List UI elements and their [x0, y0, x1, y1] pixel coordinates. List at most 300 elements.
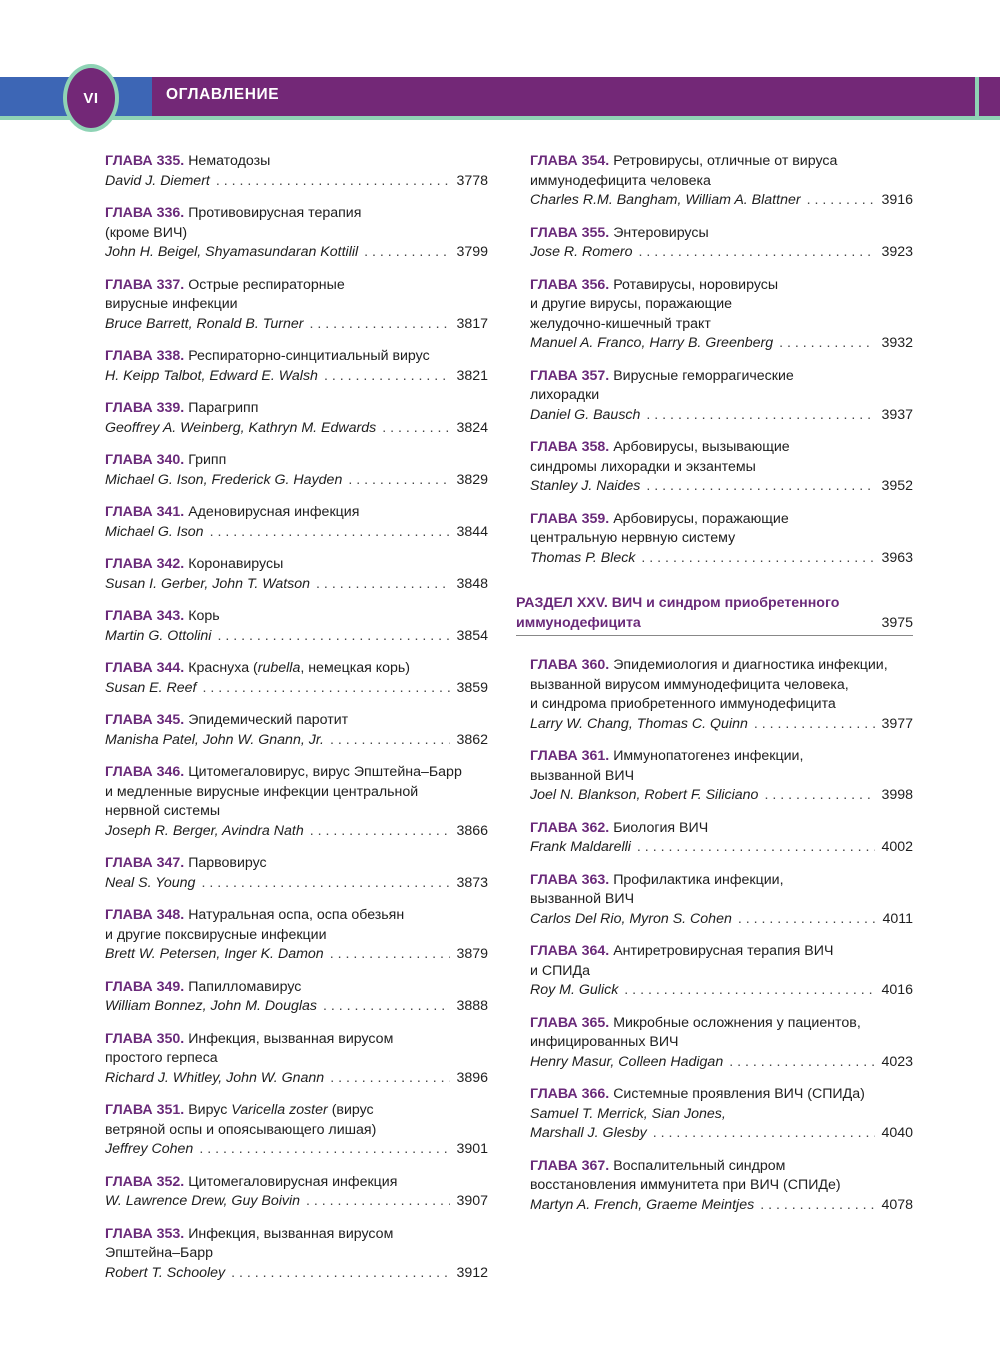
toc-entry[interactable]	[530, 276, 913, 354]
chapter-authors: Roy M. Gulick	[530, 982, 619, 998]
chapter-title-line	[530, 942, 913, 962]
chapter-authors: William Bonnez, John M. Douglas	[105, 998, 317, 1014]
chapter-title-line	[530, 1014, 913, 1034]
chapter-title-line	[530, 295, 913, 315]
chapter-page: 4016	[881, 982, 913, 998]
chapter-title-line	[105, 926, 488, 946]
chapter-page: 3932	[881, 335, 913, 351]
chapter-title: ветряной оспы и опоясывающего лишая)	[105, 1121, 377, 1138]
dot-leader	[199, 1140, 450, 1160]
chapter-title: Корь	[188, 608, 220, 624]
chapter-number: ГЛАВА 352.	[105, 1173, 185, 1190]
chapter-page: 3952	[881, 478, 913, 494]
chapter-title-line	[530, 871, 913, 891]
chapter-title: Эпидемиология и диагностика инфекции,	[613, 657, 888, 673]
toc-entry[interactable]	[105, 711, 488, 750]
author-page-row	[530, 1124, 913, 1144]
author-page-row	[530, 1196, 913, 1216]
chapter-title: и медленные вирусные инфекции центральной	[105, 783, 419, 800]
chapter-title-line	[105, 763, 488, 783]
chapter-page: 3859	[456, 679, 488, 696]
chapter-title: Системные проявления ВИЧ (СПИДа)	[613, 1086, 865, 1102]
chapter-title-line	[105, 204, 488, 224]
chapter-title-line	[530, 767, 913, 787]
chapter-title: Респираторно-синцитиальный вирус	[188, 348, 430, 364]
chapter-number: ГЛАВА 362.	[530, 819, 610, 836]
author-page-row	[530, 786, 913, 806]
toc-entry[interactable]	[530, 1085, 913, 1144]
author-page-row	[530, 191, 913, 211]
author-page-row	[105, 575, 488, 595]
chapter-page: 3821	[456, 367, 488, 384]
chapter-page: 3844	[456, 523, 488, 540]
chapter-title: Биология ВИЧ	[613, 819, 709, 836]
chapter-number: ГЛАВА 339.	[105, 400, 185, 416]
chapter-authors: Robert T. Schooley	[105, 1264, 226, 1281]
chapter-number: ГЛАВА 347.	[105, 855, 185, 871]
author-page-row	[105, 945, 488, 965]
chapter-title-line	[105, 783, 488, 803]
chapter-number: ГЛАВА 358.	[530, 439, 610, 455]
chapter-page: 3998	[881, 787, 913, 803]
chapter-authors: Stanley J. Naides	[530, 478, 641, 494]
chapter-title: Цитомегаловирусная инфекция	[188, 1173, 398, 1190]
chapter-title-line	[105, 854, 488, 874]
author-page-row	[105, 1264, 488, 1284]
chapter-title: и другие вирусы, поражающие	[530, 296, 733, 312]
chapter-title: вызванной вирусом иммунодефицита человека,	[530, 676, 849, 693]
toc-entry[interactable]	[105, 399, 488, 438]
toc-entry[interactable]	[530, 1014, 913, 1073]
chapter-title: Ретровирусы, отличные от вируса	[613, 153, 838, 169]
chapter-title-line	[105, 276, 488, 296]
chapter-number: ГЛАВА 344.	[105, 660, 185, 676]
chapter-title: вирусные инфекции	[105, 296, 238, 312]
chapter-title: Грипп	[188, 452, 227, 468]
chapter-page: 4040	[881, 1125, 913, 1141]
chapter-title: лихорадки	[530, 387, 600, 403]
chapter-authors-line: Samuel T. Merrick, Sian Jones,	[530, 1105, 726, 1122]
chapter-authors: H. Keipp Talbot, Edward E. Walsh	[105, 367, 318, 384]
chapter-page: 3977	[881, 715, 913, 732]
chapter-authors: Daniel G. Bausch	[530, 406, 641, 423]
chapter-title-line	[530, 890, 913, 910]
chapter-title-line	[530, 438, 913, 458]
chapter-title-line	[530, 962, 913, 982]
dot-leader	[231, 1264, 450, 1284]
chapter-title: Парвовирус	[188, 855, 267, 871]
toc-entry[interactable]	[530, 224, 913, 263]
toc-entry[interactable]	[530, 510, 913, 569]
page-number-badge	[63, 64, 119, 132]
author-page-row	[105, 367, 488, 387]
chapter-title-line	[530, 819, 913, 839]
chapter-authors: Carlos Del Rio, Myron S. Cohen	[530, 910, 732, 927]
chapter-authors: Jose R. Romero	[530, 244, 633, 260]
author-page-row	[105, 315, 488, 335]
chapter-title-line	[105, 451, 488, 471]
author-page-row	[530, 1053, 913, 1073]
chapter-title: Энтеровирусы	[613, 224, 709, 241]
toc-entry[interactable]	[105, 1173, 488, 1212]
chapter-authors: Joel N. Blankson, Robert F. Siliciano	[530, 787, 759, 803]
dot-leader	[754, 715, 876, 735]
author-page-row	[530, 910, 913, 930]
chapter-title: желудочно-кишечный тракт	[530, 315, 711, 332]
dot-leader	[646, 477, 875, 497]
chapter-title-line	[105, 347, 488, 367]
chapter-title-line	[530, 458, 913, 478]
chapter-authors: Brett W. Petersen, Inger K. Damon	[105, 946, 324, 962]
chapter-title: иммунодефицита человека	[530, 172, 711, 189]
chapter-number: ГЛАВА 343.	[105, 608, 185, 624]
toc-entry[interactable]	[105, 906, 488, 965]
chapter-number: ГЛАВА 363.	[530, 871, 610, 888]
toc-entry[interactable]	[105, 607, 488, 646]
toc-left-column	[105, 152, 488, 1296]
section-page: 3975	[881, 614, 913, 631]
section-heading[interactable]	[516, 594, 913, 636]
toc-entry[interactable]	[530, 819, 913, 858]
chapter-title-line	[105, 711, 488, 731]
chapter-authors: Geoffrey A. Weinberg, Kathryn M. Edwards	[105, 419, 377, 436]
chapter-page: 3799	[456, 244, 488, 260]
chapter-title: вызванной ВИЧ	[530, 891, 635, 907]
chapter-title-line	[105, 152, 488, 172]
toc-entry[interactable]	[530, 656, 913, 734]
author-page-row	[105, 471, 488, 491]
dot-leader	[639, 243, 876, 263]
chapter-title-line	[530, 172, 913, 192]
chapter-page: 3862	[456, 731, 488, 748]
chapter-title-line	[105, 1173, 488, 1193]
dot-leader	[330, 945, 451, 965]
chapter-title-line	[105, 224, 488, 244]
chapter-title-line	[105, 503, 488, 523]
author-page-row	[530, 838, 913, 858]
toc-entry[interactable]	[105, 978, 488, 1017]
toc-entry[interactable]	[105, 854, 488, 893]
chapter-page: 3901	[456, 1141, 488, 1157]
chapter-number: ГЛАВА 335.	[105, 153, 185, 169]
dot-leader	[646, 406, 875, 426]
toc-entry[interactable]	[530, 152, 913, 211]
chapter-page: 3912	[456, 1264, 488, 1281]
chapter-title-line	[530, 386, 913, 406]
dot-leader	[779, 334, 875, 354]
chapter-title-line	[530, 747, 913, 767]
dot-leader	[201, 874, 450, 894]
dot-leader	[624, 981, 875, 1001]
chapter-title: восстановления иммунитета при ВИЧ (СПИДе)	[530, 1177, 841, 1193]
chapter-title-line	[530, 276, 913, 296]
chapter-number: ГЛАВА 364.	[530, 943, 610, 959]
chapter-title: Папилломавирус	[188, 978, 302, 995]
chapter-title: и СПИДа	[530, 962, 591, 979]
chapter-number: ГЛАВА 355.	[530, 224, 610, 241]
toc-entry[interactable]	[105, 555, 488, 594]
chapter-number: ГЛАВА 359.	[530, 510, 610, 527]
chapter-authors: Larry W. Chang, Thomas C. Quinn	[530, 715, 748, 732]
chapter-number: ГЛАВА 356.	[530, 276, 610, 293]
dot-leader	[653, 1124, 876, 1144]
dot-leader	[330, 731, 450, 751]
author-page-row	[105, 243, 488, 263]
section-label-line1: РАЗДЕЛ XXV. ВИЧ и синдром приобретенного	[516, 595, 840, 611]
toc-entry[interactable]	[530, 438, 913, 497]
chapter-authors: Henry Masur, Colleen Hadigan	[530, 1053, 724, 1070]
author-page-row	[105, 1192, 488, 1212]
chapter-title: Арбовирусы, поражающие	[613, 510, 789, 527]
toc-entry[interactable]	[105, 451, 488, 490]
chapter-title: Краснуха (rubella, немецкая корь)	[188, 660, 411, 676]
chapter-page: 3817	[456, 315, 488, 332]
toc-entry[interactable]	[105, 276, 488, 335]
header-band-edge	[979, 77, 1000, 119]
toc-entry[interactable]	[105, 1030, 488, 1089]
chapter-authors: Jeffrey Cohen	[105, 1141, 194, 1157]
author-page-row	[105, 731, 488, 751]
header-divider	[975, 77, 979, 120]
chapter-authors: W. Lawrence Drew, Guy Boivin	[105, 1193, 301, 1209]
dot-leader	[330, 1069, 450, 1089]
chapter-number: ГЛАВА 357.	[530, 367, 610, 384]
chapter-authors: Thomas P. Bleck	[530, 549, 636, 566]
page-number: VI	[83, 89, 99, 107]
dot-leader	[729, 1053, 875, 1073]
author-page-row	[530, 334, 913, 354]
dot-leader	[738, 910, 877, 930]
chapter-title-line	[105, 906, 488, 926]
chapter-title: нервной системы	[105, 803, 221, 819]
author-page-row	[530, 477, 913, 497]
toc-right-column-bottom	[530, 656, 913, 1228]
toc-entry[interactable]	[530, 367, 913, 426]
chapter-authors: Manuel A. Franco, Harry B. Greenberg	[530, 335, 774, 351]
chapter-page: 3866	[456, 822, 488, 839]
dot-leader	[324, 367, 451, 387]
chapter-authors: Susan I. Gerber, John T. Watson	[105, 575, 311, 592]
chapter-title-line	[530, 510, 913, 530]
chapter-title: Эпидемический паротит	[188, 712, 349, 728]
chapter-title-line	[105, 1225, 488, 1245]
dot-leader	[210, 523, 451, 543]
toc-entry[interactable]	[530, 871, 913, 930]
author-page-row	[530, 406, 913, 426]
toc-entry[interactable]	[105, 763, 488, 841]
author-page-row	[530, 243, 913, 263]
chapter-title-line	[530, 695, 913, 715]
chapter-title: Воспалительный синдром	[613, 1157, 786, 1174]
chapter-number: ГЛАВА 360.	[530, 657, 610, 673]
dot-leader	[316, 575, 450, 595]
chapter-authors: Frank Maldarelli	[530, 839, 631, 855]
chapter-title-line	[105, 1030, 488, 1050]
chapter-authors: John H. Beigel, Shyamasundaran Kottilil	[105, 244, 359, 260]
chapter-page: 3829	[456, 471, 488, 488]
chapter-number: ГЛАВА 338.	[105, 348, 185, 364]
chapter-authors: David J. Diemert	[105, 172, 210, 189]
chapter-page: 3963	[881, 549, 913, 566]
toc-entry[interactable]	[105, 347, 488, 386]
dot-leader	[306, 1192, 450, 1212]
chapter-title: Ротавирусы, норовирусы	[613, 276, 779, 293]
chapter-number: ГЛАВА 346.	[105, 764, 185, 780]
chapter-title: Противовирусная терапия	[188, 205, 362, 221]
toc-entry[interactable]	[530, 747, 913, 806]
author-page-row	[530, 981, 913, 1001]
toc-entry[interactable]	[105, 503, 488, 542]
chapter-number: ГЛАВА 367.	[530, 1157, 610, 1174]
chapter-page: 3854	[456, 627, 488, 644]
chapter-title-line	[530, 676, 913, 696]
dot-leader	[760, 1196, 875, 1216]
chapter-title-line	[105, 1049, 488, 1069]
dot-leader	[641, 549, 875, 569]
chapter-title-line	[530, 529, 913, 549]
chapter-page: 4078	[881, 1196, 913, 1213]
chapter-page: 4011	[882, 910, 913, 927]
chapter-title-line	[530, 152, 913, 172]
chapter-title: Цитомегаловирус, вирус Эпштейна–Барр	[188, 764, 462, 780]
dot-leader	[637, 838, 876, 858]
chapter-number: ГЛАВА 354.	[530, 153, 610, 169]
dot-leader	[217, 627, 450, 647]
chapter-number: ГЛАВА 341.	[105, 504, 185, 520]
chapter-title: простого герпеса	[105, 1050, 218, 1066]
chapter-number: ГЛАВА 361.	[530, 748, 610, 764]
dot-leader	[364, 243, 450, 263]
chapter-number: ГЛАВА 353.	[105, 1225, 185, 1242]
chapter-authors: Marshall J. Glesby	[530, 1125, 647, 1141]
chapter-authors: Michael G. Ison	[105, 523, 204, 540]
toc-entry[interactable]	[105, 152, 488, 191]
author-page-row	[105, 679, 488, 699]
chapter-authors: Manisha Patel, John W. Gnann, Jr.	[105, 731, 324, 748]
chapter-page: 4002	[881, 839, 913, 855]
chapter-title: Эпштейна–Барр	[105, 1245, 214, 1261]
chapter-title: Нематодозы	[188, 153, 271, 169]
chapter-page: 3848	[456, 575, 488, 592]
chapter-title: Инфекция, вызванная вирусом	[188, 1225, 394, 1242]
chapter-title-line	[530, 1176, 913, 1196]
chapter-title-line	[105, 1101, 488, 1121]
chapter-title: Натуральная оспа, оспа обезьян	[188, 907, 405, 923]
chapter-number: ГЛАВА 340.	[105, 452, 185, 468]
section-label-line2: иммунодефицита	[516, 614, 641, 631]
chapter-title: и синдрома приобретенного иммунодефицита	[530, 696, 836, 712]
chapter-authors: Charles R.M. Bangham, William A. Blattner	[530, 192, 801, 208]
chapter-title: (кроме ВИЧ)	[105, 224, 188, 241]
chapter-title: Коронавирусы	[188, 556, 284, 572]
author-page-row	[530, 715, 913, 735]
header-underline	[0, 116, 1000, 120]
chapter-authors: Martin G. Ottolini	[105, 627, 212, 644]
chapter-title-line	[105, 978, 488, 998]
chapter-title-line	[105, 399, 488, 419]
chapter-title: Арбовирусы, вызывающие	[613, 439, 790, 455]
chapter-page: 3778	[456, 172, 488, 189]
toc-entry[interactable]	[105, 1101, 488, 1160]
toc-entry[interactable]	[530, 1157, 913, 1216]
chapter-title-line	[105, 1244, 488, 1264]
author-page-row	[105, 627, 488, 647]
chapter-number: ГЛАВА 345.	[105, 712, 185, 728]
chapter-authors: Bruce Barrett, Ronald B. Turner	[105, 315, 304, 332]
author-page-row	[105, 874, 488, 894]
author-page-row	[105, 172, 488, 192]
author-page-row	[105, 997, 488, 1017]
chapter-title: Острые респираторные	[188, 276, 345, 293]
chapter-page: 3923	[881, 244, 913, 260]
chapter-title-line	[530, 1085, 913, 1105]
chapter-title-line	[105, 555, 488, 575]
chapter-title-line	[105, 802, 488, 822]
chapter-title: Иммунопатогенез инфекции,	[613, 748, 804, 764]
chapter-authors: Neal S. Young	[105, 874, 196, 891]
chapter-page: 3937	[881, 406, 913, 423]
author-page-row	[530, 549, 913, 569]
author-page-row	[105, 822, 488, 842]
toc-entry[interactable]	[105, 659, 488, 698]
chapter-title: Микробные осложнения у пациентов,	[613, 1014, 861, 1031]
chapter-page: 4023	[881, 1053, 913, 1070]
chapter-page: 3824	[456, 419, 488, 436]
chapter-title: Инфекция, вызванная вирусом	[188, 1030, 394, 1047]
chapter-title: Антиретровирусная терапия ВИЧ	[613, 943, 834, 959]
toc-entry[interactable]	[105, 204, 488, 263]
toc-entry[interactable]	[105, 1225, 488, 1284]
chapter-page: 3916	[881, 192, 913, 208]
dot-leader	[309, 315, 450, 335]
chapter-number: ГЛАВА 337.	[105, 276, 185, 293]
chapter-title-line	[105, 295, 488, 315]
toc-entry[interactable]	[530, 942, 913, 1001]
chapter-authors: Michael G. Ison, Frederick G. Hayden	[105, 471, 343, 488]
dot-leader	[203, 679, 451, 699]
dot-leader	[382, 419, 450, 439]
author-page-row	[105, 419, 488, 439]
dot-leader	[216, 172, 451, 192]
chapter-title: Вирус Varicella zoster (вирус	[188, 1102, 374, 1118]
dot-leader	[807, 191, 876, 211]
dot-leader	[323, 997, 450, 1017]
toc-right-column-top	[530, 152, 913, 581]
chapter-page: 3907	[456, 1193, 488, 1209]
chapter-title-line	[530, 315, 913, 335]
author-page-row	[105, 523, 488, 543]
chapter-title-line	[530, 656, 913, 676]
chapter-title: Парагрипп	[188, 400, 259, 416]
chapter-title-line	[105, 659, 488, 679]
chapter-title: вызванной ВИЧ	[530, 767, 635, 784]
dot-leader	[310, 822, 451, 842]
chapter-page: 3896	[456, 1069, 488, 1086]
chapter-title: инфицированных ВИЧ	[530, 1034, 679, 1050]
chapter-number: ГЛАВА 351.	[105, 1102, 185, 1118]
chapter-title-line	[530, 367, 913, 387]
chapter-page: 3879	[456, 946, 488, 962]
chapter-authors: Susan E. Reef	[105, 679, 197, 696]
chapter-authors: Joseph R. Berger, Avindra Nath	[105, 822, 304, 839]
page-title: ОГЛАВЛЕНИЕ	[166, 86, 280, 103]
dot-leader	[348, 471, 450, 491]
chapter-title-line	[530, 1157, 913, 1177]
chapter-authors: Richard J. Whitley, John W. Gnann	[105, 1069, 325, 1086]
chapter-title: синдромы лихорадки и экзантемы	[530, 458, 756, 475]
chapter-title: центральную нервную систему	[530, 530, 736, 546]
chapter-title-line	[105, 607, 488, 627]
